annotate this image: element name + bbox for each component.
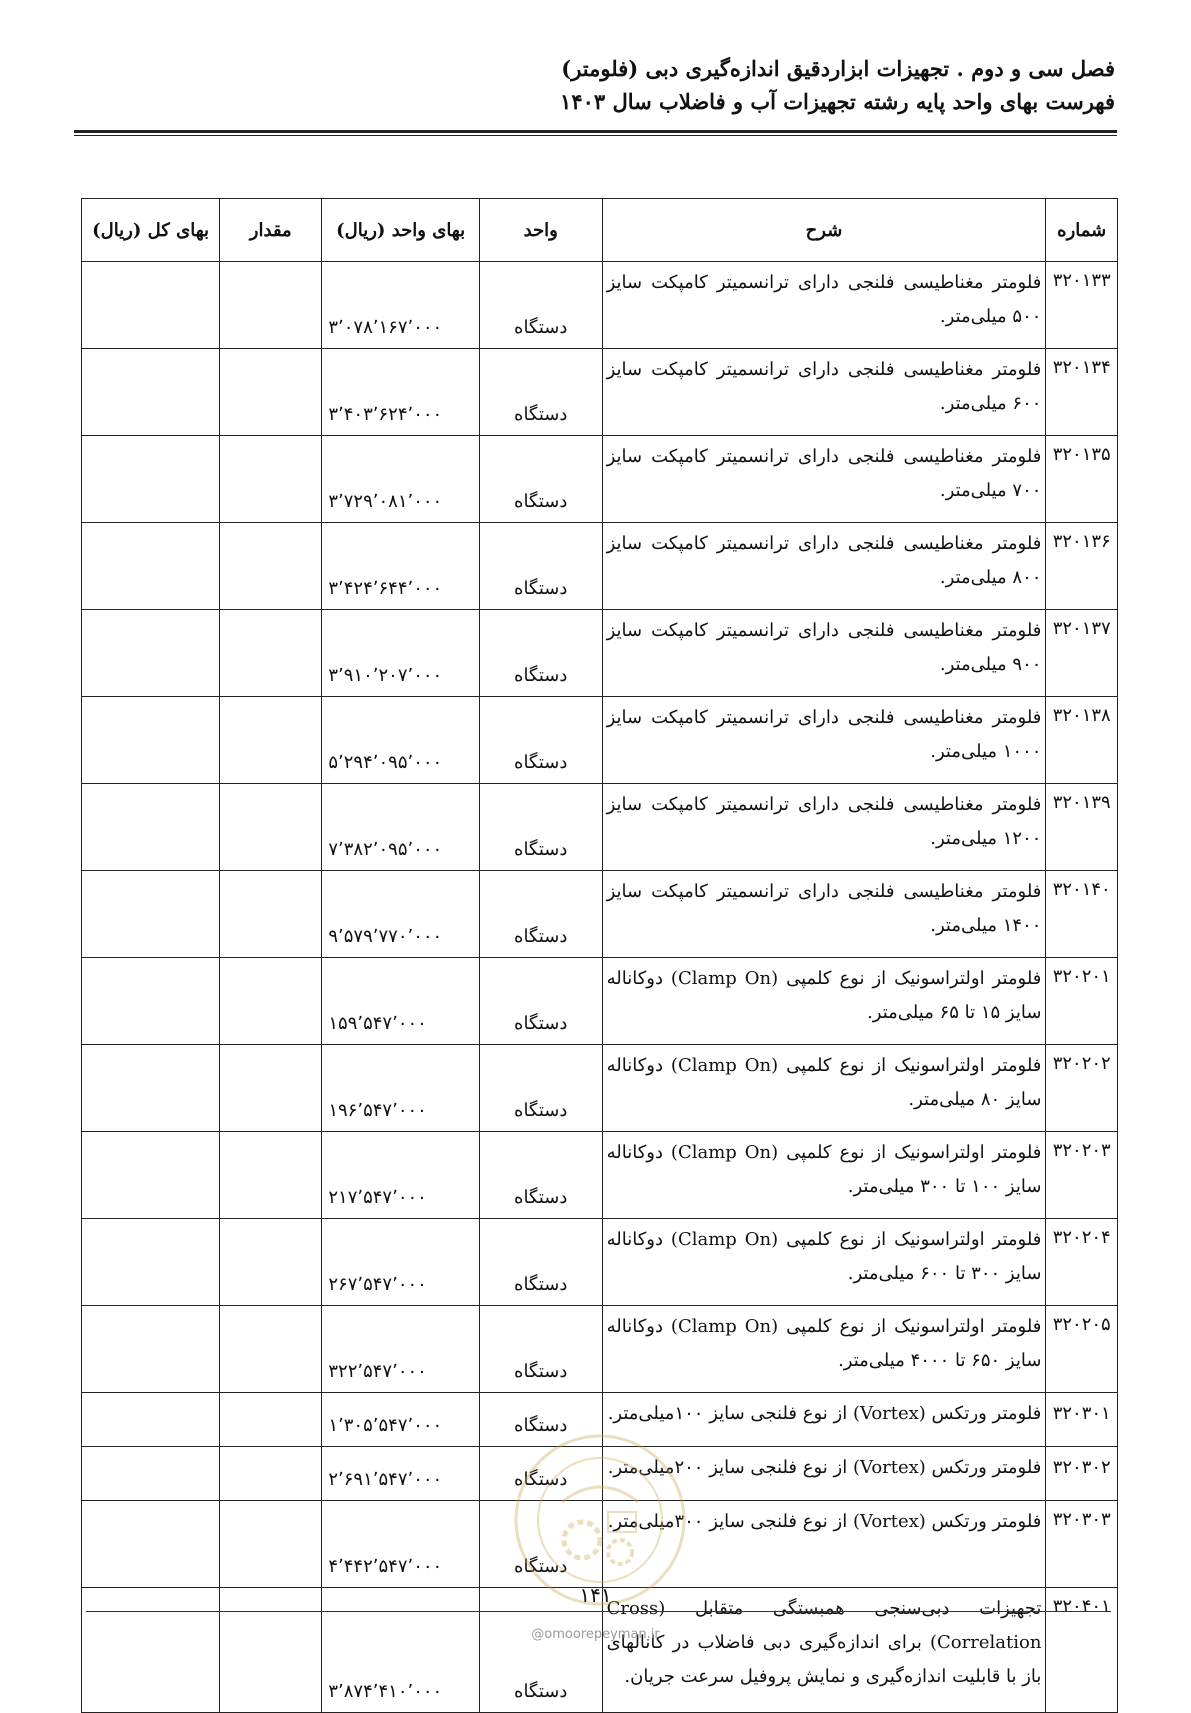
item-unit-price: ۱۹۶٬۵۴۷٬۰۰۰ xyxy=(322,1045,479,1132)
item-unit-price: ۷٬۳۸۲٬۰۹۵٬۰۰۰ xyxy=(322,784,479,871)
table-row xyxy=(82,1219,1118,1306)
item-unit-price: ۲٬۶۹۱٬۵۴۷٬۰۰۰ xyxy=(322,1447,479,1501)
item-description: فلومتر ورتکس (Vortex) از نوع فلنجی سایز ۳۰۰میلی‌متر. xyxy=(602,1501,1046,1588)
item-total-price xyxy=(82,1393,220,1447)
item-description: فلومتر مغناطیسی فلنجی دارای ترانسمیتر کامپکت سایز ۹۰۰ میلی‌متر. xyxy=(602,610,1046,697)
item-description: فلومتر مغناطیسی فلنجی دارای ترانسمیتر کامپکت سایز ۱۴۰۰ میلی‌متر. xyxy=(602,871,1046,958)
item-number: ۳۲۰۱۴۰ xyxy=(1046,871,1118,958)
item-number: ۳۲۰۱۳۸ xyxy=(1046,697,1118,784)
item-quantity xyxy=(220,1447,322,1501)
item-unit: دستگاه xyxy=(479,436,602,523)
item-unit-price: ۳۲۲٬۵۴۷٬۰۰۰ xyxy=(322,1306,479,1393)
item-total-price xyxy=(82,697,220,784)
item-unit: دستگاه xyxy=(479,1219,602,1306)
table-row xyxy=(82,1306,1118,1393)
item-unit-price: ۳٬۷۲۹٬۰۸۱٬۰۰۰ xyxy=(322,436,479,523)
table-body xyxy=(82,262,1118,1713)
table-row xyxy=(82,871,1118,958)
item-unit-price: ۳٬۴۲۴٬۶۴۴٬۰۰۰ xyxy=(322,523,479,610)
item-quantity xyxy=(220,1132,322,1219)
item-description: فلومتر اولتراسونیک از نوع کلمپی (Clamp On) دوکاناله سایز ۶۵۰ تا ۴۰۰۰ میلی‌متر. xyxy=(602,1306,1046,1393)
table-row xyxy=(82,697,1118,784)
item-number: ۳۲۰۲۰۳ xyxy=(1046,1132,1118,1219)
item-number: ۳۲۰۴۰۱ xyxy=(1046,1588,1118,1713)
item-description: فلومتر اولتراسونیک از نوع کلمپی (Clamp On) دوکاناله سایز ۳۰۰ تا ۶۰۰ میلی‌متر. xyxy=(602,1219,1046,1306)
item-number: ۳۲۰۱۳۶ xyxy=(1046,523,1118,610)
item-number: ۳۲۰۲۰۴ xyxy=(1046,1219,1118,1306)
item-quantity xyxy=(220,697,322,784)
item-quantity xyxy=(220,523,322,610)
item-number: ۳۲۰۱۳۹ xyxy=(1046,784,1118,871)
item-unit-price: ۳٬۴۰۳٬۶۲۴٬۰۰۰ xyxy=(322,349,479,436)
item-total-price xyxy=(82,349,220,436)
header-description: شرح xyxy=(602,199,1046,262)
item-description: فلومتر مغناطیسی فلنجی دارای ترانسمیتر کامپکت سایز ۱۲۰۰ میلی‌متر. xyxy=(602,784,1046,871)
item-total-price xyxy=(82,610,220,697)
item-description: فلومتر ورتکس (Vortex) از نوع فلنجی سایز ۱۰۰میلی‌متر. xyxy=(602,1393,1046,1447)
table-row xyxy=(82,1447,1118,1501)
item-total-price xyxy=(82,1501,220,1588)
page-header xyxy=(76,56,1115,114)
item-unit-price: ۱۵۹٬۵۴۷٬۰۰۰ xyxy=(322,958,479,1045)
item-unit: دستگاه xyxy=(479,1501,602,1588)
item-quantity xyxy=(220,1501,322,1588)
item-unit: دستگاه xyxy=(479,871,602,958)
item-description: فلومتر مغناطیسی فلنجی دارای ترانسمیتر کامپکت سایز ۵۰۰ میلی‌متر. xyxy=(602,262,1046,349)
item-unit-price: ۲۶۷٬۵۴۷٬۰۰۰ xyxy=(322,1219,479,1306)
item-unit-price: ۳٬۹۱۰٬۲۰۷٬۰۰۰ xyxy=(322,610,479,697)
item-total-price xyxy=(82,262,220,349)
item-description: فلومتر اولتراسونیک از نوع کلمپی (Clamp On) دوکاناله سایز ۱۵ تا ۶۵ میلی‌متر. xyxy=(602,958,1046,1045)
header-total-price: بهای کل (ریال) xyxy=(82,199,220,262)
header-rule-thin xyxy=(74,135,1117,136)
item-quantity xyxy=(220,1306,322,1393)
item-total-price xyxy=(82,436,220,523)
document-title: فهرست بهای واحد پایه رشته تجهیزات آب و فاضلاب سال ۱۴۰۳ xyxy=(560,89,1115,114)
table-row xyxy=(82,1501,1118,1588)
item-quantity xyxy=(220,784,322,871)
header-unit: واحد xyxy=(479,199,602,262)
header-quantity: مقدار xyxy=(220,199,322,262)
item-unit-price: ۳٬۸۷۴٬۴۱۰٬۰۰۰ xyxy=(322,1588,479,1713)
item-unit: دستگاه xyxy=(479,1393,602,1447)
item-unit: دستگاه xyxy=(479,1588,602,1713)
item-unit: دستگاه xyxy=(479,610,602,697)
table-row xyxy=(82,1045,1118,1132)
item-unit-price: ۹٬۵۷۹٬۷۷۰٬۰۰۰ xyxy=(322,871,479,958)
item-unit-price: ۵٬۲۹۴٬۰۹۵٬۰۰۰ xyxy=(322,697,479,784)
item-number: ۳۲۰۳۰۱ xyxy=(1046,1393,1118,1447)
item-number: ۳۲۰۳۰۳ xyxy=(1046,1501,1118,1588)
footer-rule xyxy=(86,1611,1111,1612)
watermark-site: @omoorepeyman.ir xyxy=(531,1627,660,1642)
item-unit: دستگاه xyxy=(479,1132,602,1219)
item-number: ۳۲۰۱۳۴ xyxy=(1046,349,1118,436)
item-unit: دستگاه xyxy=(479,784,602,871)
item-unit-price: ۲۱۷٬۵۴۷٬۰۰۰ xyxy=(322,1132,479,1219)
item-number: ۳۲۰۱۳۷ xyxy=(1046,610,1118,697)
table-row xyxy=(82,958,1118,1045)
item-description: فلومتر مغناطیسی فلنجی دارای ترانسمیتر کامپکت سایز ۷۰۰ میلی‌متر. xyxy=(602,436,1046,523)
table-header-row xyxy=(82,199,1118,262)
header-unit-price: بهای واحد (ریال) xyxy=(322,199,479,262)
item-total-price xyxy=(82,958,220,1045)
item-unit-price: ۱٬۳۰۵٬۵۴۷٬۰۰۰ xyxy=(322,1393,479,1447)
item-quantity xyxy=(220,871,322,958)
price-table xyxy=(81,198,1118,1713)
table-row xyxy=(82,610,1118,697)
item-number: ۳۲۰۱۳۳ xyxy=(1046,262,1118,349)
table-row xyxy=(82,1393,1118,1447)
page-number: ۱۴۱ xyxy=(579,1583,612,1607)
item-quantity xyxy=(220,349,322,436)
item-total-price xyxy=(82,1045,220,1132)
item-unit: دستگاه xyxy=(479,349,602,436)
item-number: ۳۲۰۳۰۲ xyxy=(1046,1447,1118,1501)
item-unit-price: ۳٬۰۷۸٬۱۶۷٬۰۰۰ xyxy=(322,262,479,349)
item-total-price xyxy=(82,1219,220,1306)
item-unit: دستگاه xyxy=(479,1045,602,1132)
item-total-price xyxy=(82,784,220,871)
table-row xyxy=(82,262,1118,349)
header-rule-thick xyxy=(74,130,1117,133)
item-number: ۳۲۰۱۳۵ xyxy=(1046,436,1118,523)
item-total-price xyxy=(82,1132,220,1219)
item-description: تجهیزات دبی‌سنجی همبستگی متقابل (Cross Correlation) برای اندازه‌گیری دبی فاضلاب در کانالهای باز با قابلیت اندازه‌گیری و نمایش پروفیل سرعت جریان. xyxy=(602,1588,1046,1713)
chapter-title: فصل سی و دوم . تجهیزات ابزاردقیق اندازه‌گیری دبی (فلومتر) xyxy=(561,56,1115,81)
item-quantity xyxy=(220,436,322,523)
item-description: فلومتر ورتکس (Vortex) از نوع فلنجی سایز ۲۰۰میلی‌متر. xyxy=(602,1447,1046,1501)
item-unit-price: ۴٬۴۴۲٬۵۴۷٬۰۰۰ xyxy=(322,1501,479,1588)
table-row xyxy=(82,784,1118,871)
item-number: ۳۲۰۲۰۲ xyxy=(1046,1045,1118,1132)
item-total-price xyxy=(82,523,220,610)
item-total-price xyxy=(82,871,220,958)
item-number: ۳۲۰۲۰۱ xyxy=(1046,958,1118,1045)
table-row xyxy=(82,349,1118,436)
item-unit: دستگاه xyxy=(479,1447,602,1501)
item-total-price xyxy=(82,1447,220,1501)
table-row xyxy=(82,1132,1118,1219)
item-description: فلومتر اولتراسونیک از نوع کلمپی (Clamp On) دوکاناله سایز ۸۰ میلی‌متر. xyxy=(602,1045,1046,1132)
item-quantity xyxy=(220,262,322,349)
table-row xyxy=(82,436,1118,523)
item-unit: دستگاه xyxy=(479,262,602,349)
header-number: شماره xyxy=(1046,199,1118,262)
item-total-price xyxy=(82,1306,220,1393)
item-quantity xyxy=(220,958,322,1045)
item-unit: دستگاه xyxy=(479,1306,602,1393)
item-unit: دستگاه xyxy=(479,697,602,784)
item-quantity xyxy=(220,1219,322,1306)
item-description: فلومتر مغناطیسی فلنجی دارای ترانسمیتر کامپکت سایز ۱۰۰۰ میلی‌متر. xyxy=(602,697,1046,784)
item-description: فلومتر مغناطیسی فلنجی دارای ترانسمیتر کامپکت سایز ۸۰۰ میلی‌متر. xyxy=(602,523,1046,610)
item-description: فلومتر اولتراسونیک از نوع کلمپی (Clamp On) دوکاناله سایز ۱۰۰ تا ۳۰۰ میلی‌متر. xyxy=(602,1132,1046,1219)
item-unit: دستگاه xyxy=(479,523,602,610)
table-row xyxy=(82,523,1118,610)
item-quantity xyxy=(220,1393,322,1447)
item-quantity xyxy=(220,1045,322,1132)
item-quantity xyxy=(220,610,322,697)
item-unit: دستگاه xyxy=(479,958,602,1045)
item-number: ۳۲۰۲۰۵ xyxy=(1046,1306,1118,1393)
item-description: فلومتر مغناطیسی فلنجی دارای ترانسمیتر کامپکت سایز ۶۰۰ میلی‌متر. xyxy=(602,349,1046,436)
